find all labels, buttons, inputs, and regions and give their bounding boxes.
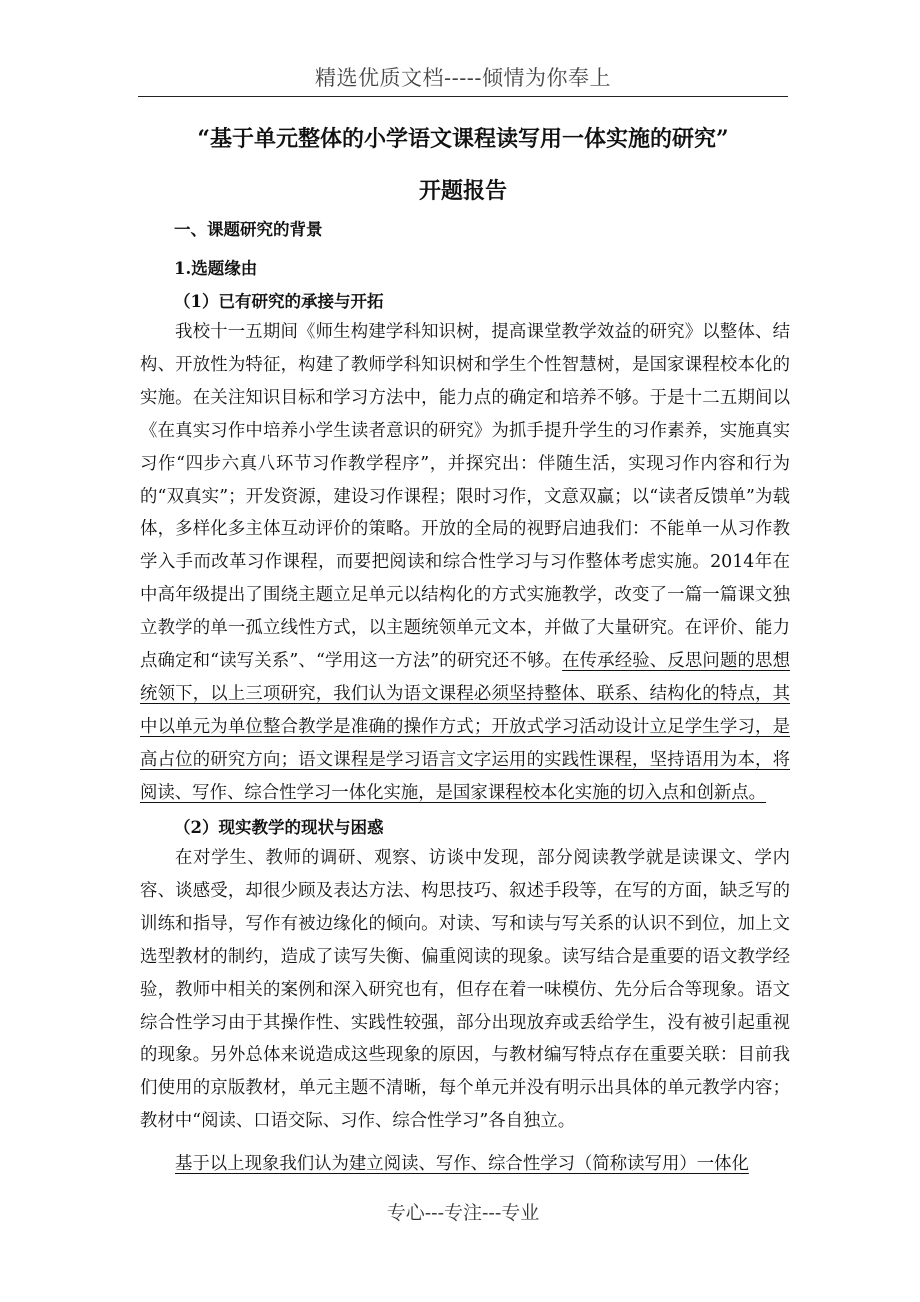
- point-heading-current-teaching: （2）现实教学的现状与困惑: [174, 818, 384, 837]
- section-heading-background: 一、课题研究的背景: [174, 220, 323, 239]
- paragraph-prior-research: [140, 316, 790, 810]
- document-title: “基于单元整体的小学语文课程读写用一体实施的研究”: [197, 126, 729, 152]
- page-header: [138, 0, 788, 97]
- page-footer: 专心---专注---专业: [386, 1202, 540, 1224]
- paragraph-prior-research-text: 我校十一五期间《师生构建学科知识树，提高课堂教学效益的研究》以整体、结构、开放性为特征，构建了教师学科知识树和学生个性智慧树，是国家课程校本化的实施。在关注知识目标和学习方法中，能力点的确定和培养不够。于是十二五期间以《在真实习作中培养小学生读者意识的研究》为抓手提升学生的习作素养，实施真实习作“四步六真八环节习作教学程序”，并探究出：伴随生活，实现习作内容和行为的“双真实”；开发资源，建设习作课程；限时习作，文意双赢；以“读者反馈单”为载体，多样化多主体互动评价的策略。开放的全局的视野启迪我们：不能单一从习作教学入手而改革习作课程，而要把阅读和综合性学习与习作整体考虑实施。2014年在中高年级提出了围绕主题立足单元以结构化的方式实施教学，改变了一篇一篇课文独立教学的单一孤立线性方式，以主题统领单元文本，并做了大量研究。在评价、能力点确定和“读写关系”、“学用这一方法”的研究还不够。: [140, 322, 790, 672]
- paragraph-prior-research-underlined: 在传承经验、反思问题的思想统领下，以上三项研究，我们认为语文课程必须坚持整体、联系、结构化的特点，其中以单元为单位整合教学是准确的操作方式；开放式学习活动设计立足学生学习，是高占位的研究方向；语文课程是学习语言文字运用的实践性课程，坚持语用为本，将阅读、写作、综合性学习一体化实施，是国家课程校本化实施的切入点和创新点。: [140, 651, 790, 803]
- point-heading-prior-research: （1）已有研究的承接与开拓: [174, 292, 384, 311]
- paragraph-conclusion: [140, 1148, 790, 1181]
- header-text: 精选优质文档-----倾情为你奉上: [315, 66, 611, 90]
- paragraph-current-teaching: [140, 842, 790, 1138]
- paragraph-conclusion-underlined: 基于以上现象我们认为建立阅读、写作、综合性学习（简称读写用）一体化: [175, 1154, 749, 1174]
- paragraph-current-teaching-text: 在对学生、教师的调研、观察、访谈中发现，部分阅读教学就是读课文、学内容、谈感受，却很少顾及表达方法、构思技巧、叙述手段等，在写的方面，缺乏写的训练和指导，写作有被边缘化的倾向。对读、写和读与写关系的认识不到位，加上文选型教材的制约，造成了读写失衡、偏重阅读的现象。读写结合是重要的语文教学经验，教师中相关的案例和深入研究也有，但存在着一味模仿、先分后合等现象。语文综合性学习由于其操作性、实践性较强，部分出现放弃或丢给学生，没有被引起重视的现象。另外总体来说造成这些现象的原因，与教材编写特点存在重要关联：目前我们使用的京版教材，单元主题不清晰，每个单元并没有明示出具体的单元教学内容；教材中“阅读、口语交际、习作、综合性学习”各自独立。: [140, 848, 790, 1132]
- document-subtitle: 开题报告: [418, 178, 507, 204]
- subsection-heading-topic-reason: 1.选题缘由: [174, 259, 258, 278]
